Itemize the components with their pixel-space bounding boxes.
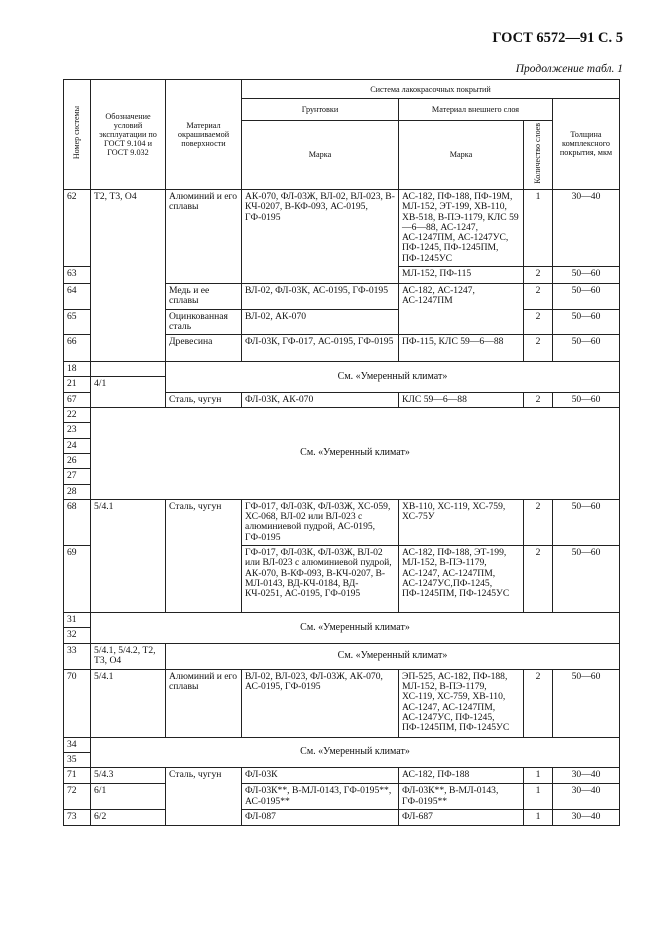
conditions-header: Обозначение условий эксплуатации по ГОСТ 9.104 и ГОСТ 9.032 xyxy=(91,80,166,190)
system-number: 70 xyxy=(64,669,91,737)
primer-cell: ФЛ-03К**, В-МЛ-0143, ГФ-0195**, АС-0195** xyxy=(242,784,399,810)
conditions-cell: 5/4.1, 5/4.2, Т2, Т3, О4 xyxy=(91,643,166,669)
material-cell: Алюминий и его сплавы xyxy=(166,189,242,283)
primer-cell: ВЛ-02, АК-070 xyxy=(242,309,399,335)
system-number: 31 xyxy=(64,613,91,628)
system-number: 71 xyxy=(64,768,91,784)
material-cell: Сталь, чугун xyxy=(166,499,242,612)
reference-note: См. «Умеренный климат» xyxy=(91,737,620,768)
num-header: Номер системы xyxy=(64,80,91,190)
reference-note: См. «Умеренный климат» xyxy=(91,613,620,644)
layers-cell: 2 xyxy=(524,499,553,545)
layers-cell: 2 xyxy=(524,284,553,310)
layers-cell: 2 xyxy=(524,335,553,362)
system-number: 28 xyxy=(64,484,91,499)
thickness-cell: 50—60 xyxy=(553,669,620,737)
outer-cell: АС-182, АС-1247, АС-1247ПМ xyxy=(399,284,524,335)
table-row xyxy=(64,362,620,377)
material-header: Материал окрашиваемой поверхности xyxy=(166,80,242,190)
system-number: 18 xyxy=(64,362,91,377)
thickness-cell: 30—40 xyxy=(553,809,620,825)
system-number: 27 xyxy=(64,469,91,484)
thickness-cell: 50—60 xyxy=(553,267,620,284)
conditions-cell: 4/1 xyxy=(91,377,166,408)
primer-cell: ГФ-017, ФЛ-03К, ФЛ-03Ж, ВЛ-02 или ВЛ-023 с алюминиевой пудрой, АК-070, В-КФ-093, В-КЧ-0207, В-МЛ-0143, ВД-КЧ-0184, ВД-КЧ-0251, АС-0195, ГФ-0195 xyxy=(242,546,399,613)
header-row xyxy=(64,80,620,99)
table-continuation: Продолжение табл. 1 xyxy=(515,63,623,75)
system-header: Система лакокрасочных покрытий xyxy=(242,80,620,99)
system-number: 68 xyxy=(64,499,91,545)
conditions-cell: 6/2 xyxy=(91,809,166,825)
outer-header: Материал внешнего слоя xyxy=(399,99,553,121)
layers-cell: 1 xyxy=(524,189,553,266)
material-cell: Древесина xyxy=(166,335,242,362)
table-row xyxy=(64,408,620,423)
thickness-cell: 50—60 xyxy=(553,392,620,407)
system-number: 33 xyxy=(64,643,91,669)
reference-note: См. «Умеренный климат» xyxy=(91,408,620,500)
system-number: 32 xyxy=(64,628,91,643)
system-number: 67 xyxy=(64,392,91,407)
table-row xyxy=(64,809,620,825)
material-cell: Медь и ее сплавы xyxy=(166,284,242,310)
layers-cell: 1 xyxy=(524,768,553,784)
system-number: 21 xyxy=(64,377,91,392)
thickness-header: Толщина комплексного покрытия, мкм xyxy=(553,99,620,190)
table-row xyxy=(64,499,620,545)
table-row xyxy=(64,737,620,752)
thickness-cell: 50—60 xyxy=(553,546,620,613)
primers-header: Грунтовки xyxy=(242,99,399,121)
conditions-cell: 5/4.1 xyxy=(91,499,166,612)
primer-cell: ФЛ-03К, АК-070 xyxy=(242,392,399,407)
outer-cell: АС-182, ПФ-188, ПФ-19М, МЛ-152, ЭТ-199, ХВ-110, ХВ-518, В-ПЭ-1179, КЛС 59—6—88, АС-1247, АС-1247ПМ, АС-1247УС, ПФ-1245, ПФ-1245ПМ, ПФ-1245УС xyxy=(399,189,524,266)
system-number: 69 xyxy=(64,546,91,613)
system-number: 66 xyxy=(64,335,91,362)
layers-cell: 2 xyxy=(524,309,553,335)
primer-cell: ФЛ-03К, ГФ-017, АС-0195, ГФ-0195 xyxy=(242,335,399,362)
outer-cell: ФЛ-687 xyxy=(399,809,524,825)
system-number: 63 xyxy=(64,267,91,284)
primer-cell: ВЛ-02, ФЛ-03К, АС-0195, ГФ-0195 xyxy=(242,284,399,310)
outer-cell: АС-182, ПФ-188, ЭТ-199, МЛ-152, В-ПЭ-1179, АС-1247, АС-1247ПМ, АС-1247УС,ПФ-1245, ПФ-1245ПМ, ПФ-1245УС xyxy=(399,546,524,613)
table-row xyxy=(64,613,620,628)
page-header: ГОСТ 6572—91 С. 5 xyxy=(492,30,623,46)
thickness-cell: 30—40 xyxy=(553,768,620,784)
system-number: 22 xyxy=(64,408,91,423)
thickness-cell: 30—40 xyxy=(553,784,620,810)
conditions-cell: 5/4.3 xyxy=(91,768,166,784)
thickness-cell: 50—60 xyxy=(553,309,620,335)
primer-cell: ФЛ-087 xyxy=(242,809,399,825)
material-cell: Оцинкованная сталь xyxy=(166,309,242,335)
table-row xyxy=(64,669,620,737)
layers-cell: 2 xyxy=(524,392,553,407)
system-number: 65 xyxy=(64,309,91,335)
outer-cell: КЛС 59—6—88 xyxy=(399,392,524,407)
outer-cell: ХВ-110, ХС-119, ХС-759, ХС-75У xyxy=(399,499,524,545)
layers-cell: 2 xyxy=(524,546,553,613)
table-row xyxy=(64,189,620,266)
outer-cell: ПФ-115, КЛС 59—6—88 xyxy=(399,335,524,362)
layers-header: Количество слоев xyxy=(524,121,553,190)
primer-brand-header: Марка xyxy=(242,121,399,190)
table-row xyxy=(64,768,620,784)
material-cell: Сталь, чугун xyxy=(166,768,242,826)
thickness-cell: 50—60 xyxy=(553,284,620,310)
primer-cell: ФЛ-03К xyxy=(242,768,399,784)
outer-cell: ФЛ-03К**, В-МЛ-0143, ГФ-0195** xyxy=(399,784,524,810)
outer-cell: АС-182, ПФ-188 xyxy=(399,768,524,784)
table-row xyxy=(64,643,620,669)
conditions-cell xyxy=(91,362,166,377)
table-row xyxy=(64,784,620,810)
outer-brand-header: Марка xyxy=(399,121,524,190)
material-cell: Сталь, чугун xyxy=(166,392,242,407)
system-number: 64 xyxy=(64,284,91,310)
conditions-cell: 5/4.1 xyxy=(91,669,166,737)
conditions-cell: 6/1 xyxy=(91,784,166,810)
reference-note: См. «Умеренный климат» xyxy=(166,362,620,393)
primer-cell: ГФ-017, ФЛ-03К, ФЛ-03Ж, ХС-059, ХС-068, ВЛ-02 или ВЛ-023 с алюминиевой пудрой, АС-0195, ГФ-0195 xyxy=(242,499,399,545)
system-number: 73 xyxy=(64,809,91,825)
conditions-cell: Т2, Т3, О4 xyxy=(91,189,166,361)
system-number: 35 xyxy=(64,752,91,767)
outer-cell: ЭП-525, АС-182, ПФ-188, МЛ-152, В-ПЭ-1179, ХС-119, ХС-759, ХВ-110, АС-1247, АС-1247ПМ, АС-1247УС, ПФ-1245, ПФ-1245ПМ, ПФ-1245УС xyxy=(399,669,524,737)
system-number: 24 xyxy=(64,438,91,453)
layers-cell: 2 xyxy=(524,267,553,284)
system-number: 72 xyxy=(64,784,91,810)
coating-systems-table xyxy=(63,79,620,826)
reference-note: См. «Умеренный климат» xyxy=(166,643,620,669)
thickness-cell: 30—40 xyxy=(553,189,620,266)
layers-cell: 1 xyxy=(524,784,553,810)
outer-cell: МЛ-152, ПФ-115 xyxy=(399,267,524,284)
system-number: 23 xyxy=(64,423,91,438)
layers-cell: 2 xyxy=(524,669,553,737)
primer-cell: ВЛ-02, ВЛ-023, ФЛ-03Ж, АК-070, АС-0195, ГФ-0195 xyxy=(242,669,399,737)
material-cell: Алюминий и его сплавы xyxy=(166,669,242,737)
system-number: 62 xyxy=(64,189,91,266)
layers-cell: 1 xyxy=(524,809,553,825)
system-number: 34 xyxy=(64,737,91,752)
primer-cell: АК-070, ФЛ-03Ж, ВЛ-02, ВЛ-023, В-КЧ-0207, В-КФ-093, АС-0195, ГФ-0195 xyxy=(242,189,399,283)
thickness-cell: 50—60 xyxy=(553,499,620,545)
thickness-cell: 50—60 xyxy=(553,335,620,362)
system-number: 26 xyxy=(64,453,91,468)
